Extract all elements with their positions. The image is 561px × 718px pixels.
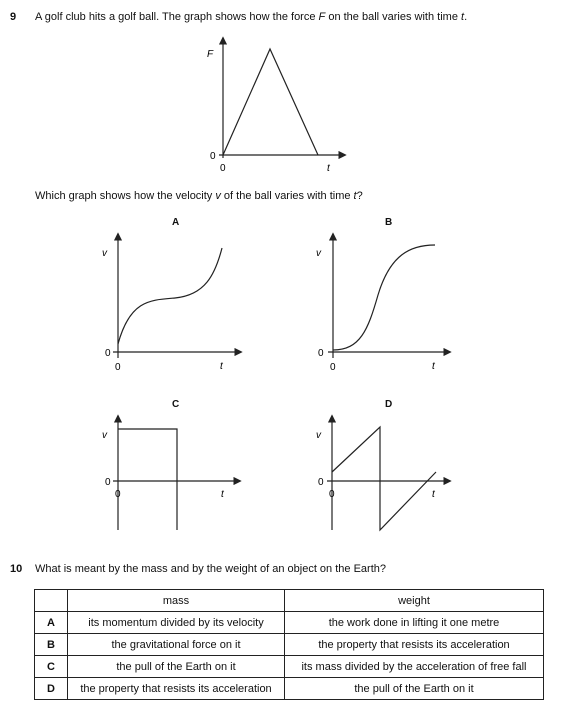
graph-a-y-label: v <box>102 248 107 259</box>
graph-c-y-label: v <box>102 430 107 441</box>
row-letter: C <box>35 656 68 678</box>
graph-b-origin-y: 0 <box>318 348 324 359</box>
graph-a-x-label: t <box>220 361 223 372</box>
force-time-graph <box>219 38 345 158</box>
graph-d-origin-y: 0 <box>318 477 324 488</box>
force-graph-origin-y: 0 <box>210 151 216 162</box>
graph-c-origin-y: 0 <box>105 477 111 488</box>
graph-c-curve <box>118 429 177 530</box>
graph-a <box>113 234 241 358</box>
table-header-row <box>35 590 544 612</box>
graph-a-origin-x: 0 <box>115 362 121 373</box>
option-c-label: C <box>172 399 180 410</box>
row-letter: D <box>35 678 68 700</box>
table-header-weight: weight <box>285 590 544 612</box>
graph-b-y-label: v <box>316 248 321 259</box>
graph-c <box>113 416 240 530</box>
row-letter: A <box>35 612 68 634</box>
stem-part: A golf club hits a golf ball. The graph shows how the force <box>35 11 319 23</box>
force-graph-x-label: t <box>327 163 330 174</box>
question-9-prompt <box>35 190 363 202</box>
prompt-part: ? <box>356 190 363 202</box>
table-row <box>35 634 544 656</box>
option-d-label: D <box>385 399 393 410</box>
stem-part: . <box>464 11 468 23</box>
graph-b-x-label: t <box>432 361 435 372</box>
graph-d-origin-x: 0 <box>329 489 335 500</box>
prompt-symbol-t: t <box>353 190 357 202</box>
stem-part: on the ball varies with time <box>325 11 461 23</box>
table-header-mass: mass <box>68 590 285 612</box>
option-a-label: A <box>172 217 180 228</box>
graph-a-origin-y: 0 <box>105 348 111 359</box>
graph-d <box>327 416 450 530</box>
row-weight: the work done in lifting it one metre <box>285 612 544 634</box>
graph-b <box>328 234 450 358</box>
graph-b-curve <box>333 245 435 350</box>
graph-d-curve <box>332 427 436 530</box>
stem-symbol-t: t <box>461 11 465 23</box>
row-mass: the pull of the Earth on it <box>68 656 285 678</box>
row-letter: B <box>35 634 68 656</box>
stem-symbol-F: F <box>318 11 326 23</box>
row-weight: its mass divided by the acceleration of free fall <box>285 656 544 678</box>
question-10-stem: What is meant by the mass and by the weight of an object on the Earth? <box>35 563 386 575</box>
force-graph-triangle-curve <box>223 49 318 155</box>
table-row <box>35 678 544 700</box>
graph-b-origin-x: 0 <box>330 362 336 373</box>
row-mass: its momentum divided by its velocity <box>68 612 285 634</box>
question-9-number: 9 <box>10 11 17 23</box>
table-row <box>35 656 544 678</box>
graph-c-origin-x: 0 <box>115 489 121 500</box>
answer-table <box>34 589 544 700</box>
row-mass: the property that resists its acceleration <box>68 678 285 700</box>
prompt-part: of the ball varies with time <box>220 190 354 202</box>
graph-a-curve <box>118 248 222 344</box>
force-graph-y-label: F <box>207 49 214 60</box>
question-10-number: 10 <box>10 563 23 575</box>
graph-c-x-label: t <box>221 489 224 500</box>
table-row <box>35 612 544 634</box>
prompt-part: Which graph shows how the velocity <box>35 190 216 202</box>
prompt-symbol-v: v <box>215 190 221 202</box>
graph-d-x-label: t <box>432 489 435 500</box>
graph-d-y-label: v <box>316 430 321 441</box>
row-mass: the gravitational force on it <box>68 634 285 656</box>
force-graph-origin-x: 0 <box>220 163 226 174</box>
option-b-label: B <box>385 217 393 228</box>
table-header-blank <box>35 590 68 612</box>
row-weight: the property that resists its acceleration <box>285 634 544 656</box>
row-weight: the pull of the Earth on it <box>285 678 544 700</box>
